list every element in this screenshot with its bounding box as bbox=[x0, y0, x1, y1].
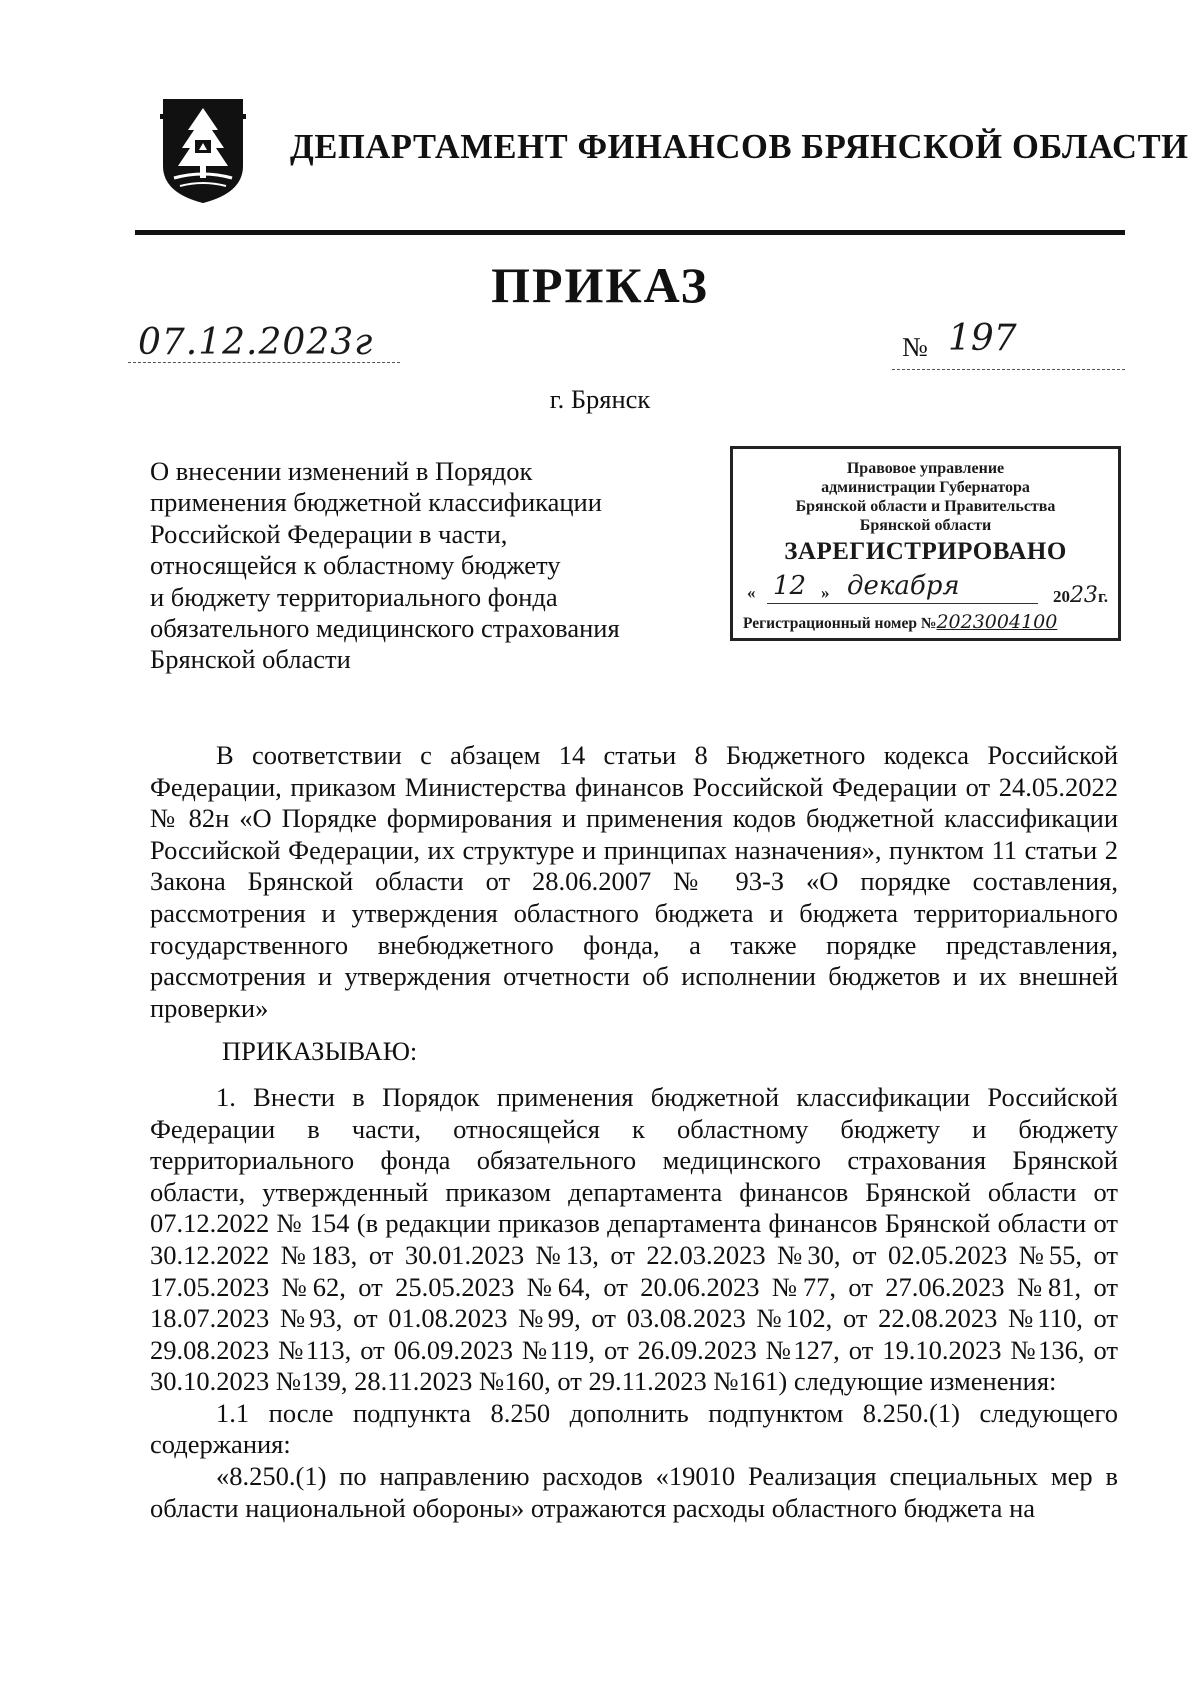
stamp-line: Брянской области и Правительства bbox=[795, 498, 1056, 515]
header-divider bbox=[135, 230, 1125, 235]
subject-line: применения бюджетной классификации bbox=[150, 487, 602, 518]
stamp-month: декабря bbox=[847, 571, 960, 601]
subject-line: и бюджету территориального фонда bbox=[150, 581, 558, 612]
date-underline bbox=[128, 362, 400, 363]
stamp-year-suffix: 23 bbox=[1069, 583, 1098, 608]
subject-line: Брянской области bbox=[150, 644, 351, 675]
subject-line: О внесении изменений в Порядок bbox=[150, 456, 533, 486]
subject-line: обязательного медицинского страхования bbox=[150, 613, 620, 644]
city-line: г. Брянск bbox=[549, 384, 651, 414]
stamp-quote-open: « bbox=[747, 583, 756, 602]
quoted-paragraph: «8.250.(1) по направлению расходов «19010 Реализация специальных мер в области национальной обороны» отражаются расходы областного бюджета на bbox=[150, 1461, 1118, 1523]
subject-line: Российской Федерации в части, bbox=[150, 518, 508, 549]
document-type-heading: ПРИКАЗ bbox=[491, 257, 709, 313]
department-title: ДЕПАРТАМЕНТ ФИНАНСОВ БРЯНСКОЙ ОБЛАСТИ bbox=[290, 128, 1189, 166]
stamp-line: администрации Губернатора bbox=[821, 479, 1030, 496]
stamp-day: 12 bbox=[773, 571, 807, 601]
registration-stamp bbox=[730, 446, 1121, 641]
stamp-date-underline bbox=[767, 603, 1038, 604]
stamp-year-end: г. bbox=[1097, 587, 1108, 606]
stamp-line: Правовое управление bbox=[846, 460, 1005, 477]
handwritten-date: 07.12.2023г bbox=[138, 322, 374, 363]
number-underline bbox=[892, 369, 1125, 370]
number-label: № bbox=[902, 332, 928, 362]
stamp-registered: ЗАРЕГИСТРИРОВАНО bbox=[784, 538, 1067, 565]
subject-block bbox=[150, 456, 690, 676]
preamble-paragraph: В соответствии с абзацем 14 статьи 8 Бюджетного кодекса Российской Федерации, приказом Министерства финансов Российской Федерации от 24.05.2022 № 82н «О Порядке формирования и применения кодов бюджетной классификации Российской Федерации, их структуре и принципах назначения», пунктом 11 статьи 2 Закона Брянской области от 28.06.2007 № 93-З «О порядке составления, рассмотрения и утверждения областного бюджета и бюджета территориального государственного внебюджетного фонда, а также порядке представления, рассмотрения и утверждения отчетности об исполнении бюджетов и их внешней проверки» bbox=[150, 740, 1118, 1023]
stamp-year-prefix: 20 bbox=[1052, 587, 1070, 606]
item-1-paragraph: 1. Внести в Порядок применения бюджетной классификации Российской Федерации в части, относящейся к областному бюджету и бюджету территориального фонда обязательного медицинского страхования Брянской области, утвержденный приказом департамента финансов Брянской области от 07.12.2022 № 154 (в редакции приказов департамента финансов Брянской области от 30.12.2022 №183, от 30.01.2023 №13, от 22.03.2023 №30, от 02.05.2023 №55, от 17.05.2023 №62, от 25.05.2023 №64, от 20.06.2023 №77, от 27.06.2023 №81, от 18.07.2023 №93, от 01.08.2023 №99, от 03.08.2023 №102, от 22.08.2023 №110, от 29.08.2023 №113, от 06.09.2023 №119, от 26.09.2023 №127, от 19.10.2023 №136, от 30.10.2023 №139, 28.11.2023 №160, от 29.11.2023 №161) следующие изменения: bbox=[150, 1081, 1118, 1397]
stamp-line: Брянской области bbox=[859, 517, 992, 534]
item-1-1-paragraph: 1.1 после подпункта 8.250 дополнить подпунктом 8.250.(1) следующего содержания: bbox=[150, 1397, 1118, 1460]
document-body bbox=[150, 740, 1118, 1524]
coat-of-arms-icon bbox=[160, 96, 246, 204]
handwritten-number: 197 bbox=[948, 318, 1017, 359]
stamp-reg-label: Регистрационный номер № bbox=[743, 615, 937, 632]
order-word: ПРИКАЗЫВАЮ: bbox=[222, 1036, 418, 1067]
stamp-date bbox=[747, 571, 1108, 608]
stamp-quote-close: » bbox=[821, 583, 830, 602]
stamp-reg-number bbox=[743, 611, 1112, 633]
subject-line: относящейся к областному бюджету bbox=[150, 550, 561, 581]
stamp-year bbox=[1053, 583, 1108, 608]
stamp-reg-value: 2023004100 bbox=[936, 611, 1058, 633]
